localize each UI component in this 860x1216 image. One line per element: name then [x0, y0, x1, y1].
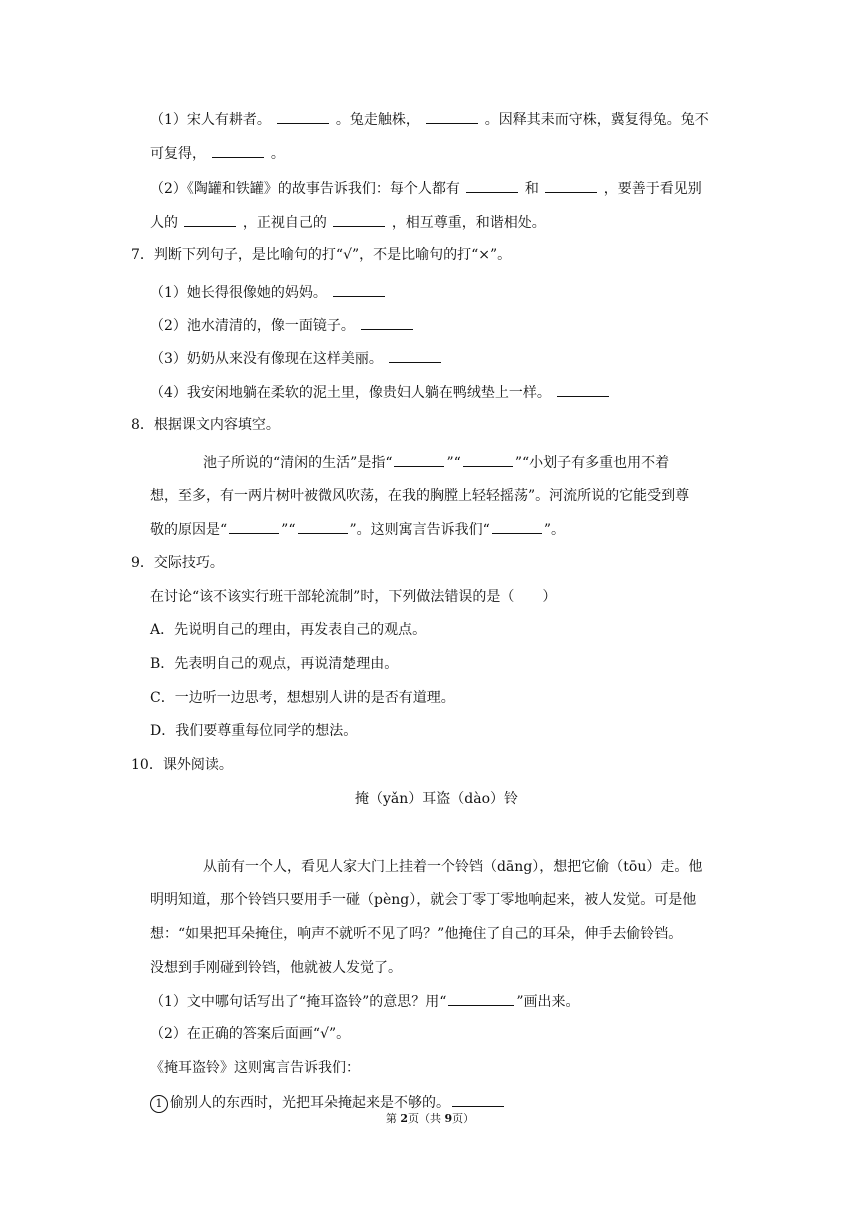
answer-blank[interactable]: [361, 315, 413, 330]
answer-blank[interactable]: [229, 519, 279, 534]
q10-sub2: （2）在正确的答案后面画“√”。: [150, 1026, 351, 1042]
q8-line-1: 池子所说的“清闲的生活”是指“ ”“ ”“小划子有多重也用不着: [203, 452, 669, 473]
q8-line-3: 敬的原因是“ ”“ ”。这则寓言告诉我们“ ”。: [150, 519, 565, 540]
answer-blank[interactable]: [333, 282, 385, 297]
q10-lead: 《掩耳盗铃》这则寓言告诉我们：: [150, 1060, 360, 1076]
passage-title: 掩（yǎn）耳盗（dào）铃: [355, 791, 519, 807]
q6-line-3: （2）《陶罐和铁罐》的故事告诉我们：每个人都有 和 ，要善于看见别: [150, 178, 702, 199]
q8-title: 8．根据课文内容填空。: [131, 417, 280, 433]
q9-stem: 在讨论“该不该实行班干部轮流制”时，下列做法错误的是（ ）: [150, 589, 557, 605]
circled-number-icon: 1: [150, 1095, 168, 1113]
answer-blank[interactable]: [389, 348, 441, 363]
page-total: 9: [444, 1112, 453, 1125]
answer-blank[interactable]: [557, 382, 609, 397]
q6-line-4: 人的 ，正视自己的 ，相互尊重，和谐相处。: [150, 212, 546, 233]
answer-blank[interactable]: [492, 519, 542, 534]
answer-blank[interactable]: [545, 178, 597, 193]
answer-blank[interactable]: [184, 212, 236, 227]
answer-blank[interactable]: [333, 212, 385, 227]
q9-option-c[interactable]: C．一边听一边思考，想想别人讲的是否有道理。: [150, 690, 455, 706]
q10-title: 10．课外阅读。: [131, 757, 233, 773]
answer-blank[interactable]: [212, 143, 264, 158]
passage-line: 从前有一个人，看见人家大门上挂着一个铃铛（dāng），想把它偷（tōu）走。他: [203, 859, 703, 875]
passage-line: 没想到手刚碰到铃铛，他就被人发觉了。: [150, 960, 402, 976]
q6-line-1: （1）宋人有耕者。 。兔走触株， 。因释其耒而守株，冀复得兔。兔不: [150, 109, 709, 130]
answer-blank[interactable]: [277, 109, 329, 124]
q9-option-a[interactable]: A．先说明自己的理由，再发表自己的观点。: [150, 622, 427, 638]
answer-blank[interactable]: [463, 452, 513, 467]
q6-line-2: 可复得， 。: [150, 143, 285, 164]
q7-item: （3）奶奶从来没有像现在这样美丽。: [150, 348, 443, 369]
passage-line: 明明知道，那个铃铛只要用手一碰（pèng），就会丁零丁零地响起来，被人发觉。可是他: [150, 892, 697, 908]
q8-line-2: 想，至多，有一两片树叶被微风吹荡，在我的胸膛上轻轻摇荡”。河流所说的它能受到尊: [150, 488, 690, 504]
answer-blank[interactable]: [452, 1092, 504, 1107]
answer-blank[interactable]: [394, 452, 444, 467]
q7-item: （4）我安闲地躺在柔软的泥土里，像贵妇人躺在鸭绒垫上一样。: [150, 382, 611, 403]
q9-option-b[interactable]: B．先表明自己的观点，再说清楚理由。: [150, 656, 399, 672]
q10-sub1: （1）文中哪句话写出了“掩耳盗铃”的意思？用“ ”画出来。: [150, 991, 580, 1012]
page-number: 2: [400, 1112, 408, 1125]
q7-title: 7．判断下列句子，是比喻句的打“√”，不是比喻句的打“×”。: [131, 247, 512, 263]
answer-blank[interactable]: [298, 519, 348, 534]
q10-option-1: 1 偷别人的东西时，光把耳朵掩起来是不够的。: [150, 1092, 506, 1113]
answer-blank[interactable]: [466, 178, 518, 193]
q9-title: 9．交际技巧。: [131, 555, 224, 571]
q9-option-d[interactable]: D．我们要尊重每位同学的想法。: [150, 723, 358, 739]
q7-item: （1）她长得很像她的妈妈。: [150, 282, 387, 303]
q7-item: （2）池水清清的，像一面镜子。: [150, 315, 415, 336]
page-footer: 第 2页（共 9页）: [385, 1112, 475, 1125]
answer-blank[interactable]: [426, 109, 478, 124]
answer-blank[interactable]: [448, 991, 514, 1006]
passage-line: 想：“如果把耳朵掩住，响声不就听不见了吗？”他掩住了自己的耳朵，伸手去偷铃铛。: [150, 926, 683, 942]
